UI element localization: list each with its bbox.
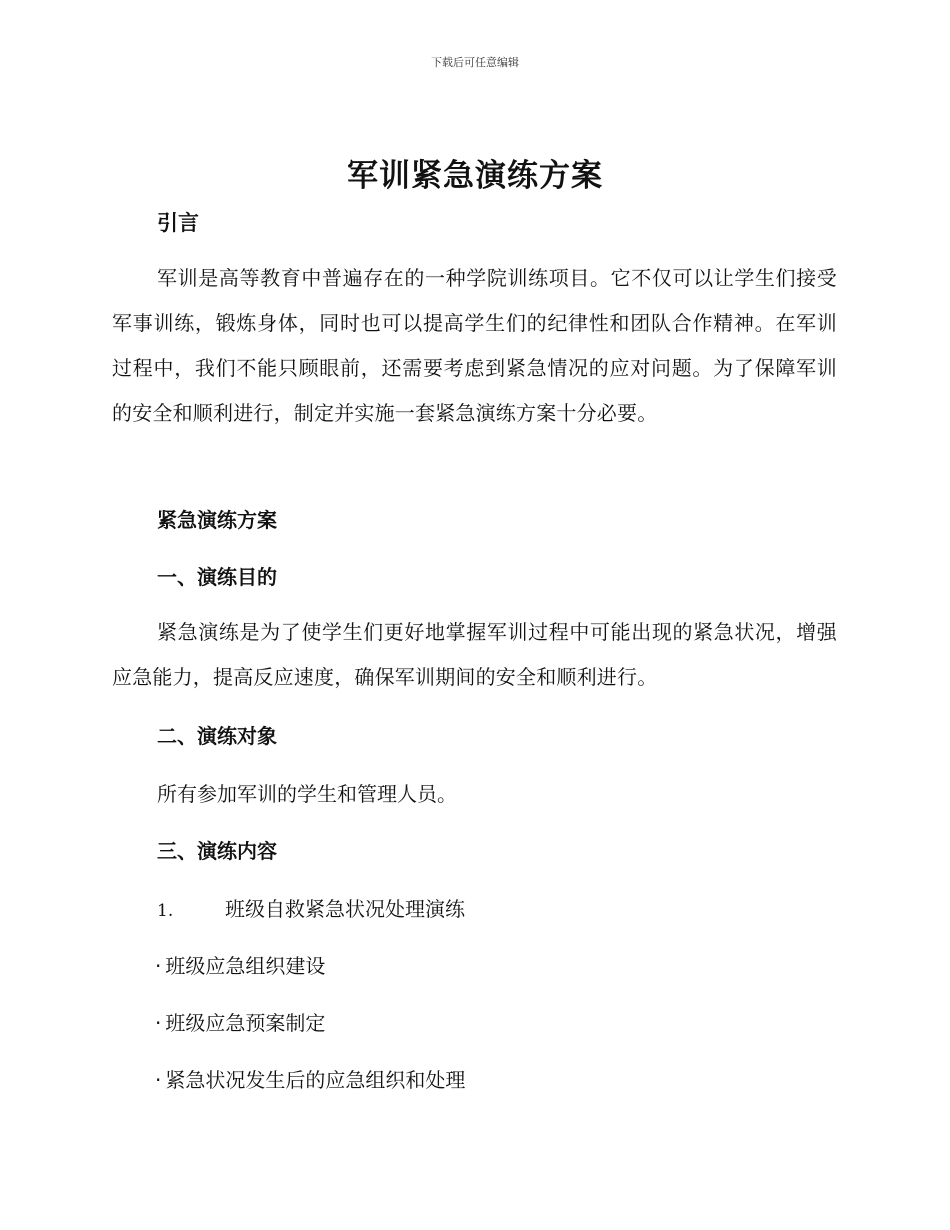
bullet-text: 班级应急预案制定 [165,1011,326,1035]
numbered-item-1 [157,893,465,922]
bullet-marker: · [155,1011,162,1035]
intro-heading: 引言 [157,211,199,235]
section1-heading: 一、演练目的 [157,565,277,589]
bullet-marker: · [155,954,162,978]
bullet-text: 紧急状况发生后的应急组织和处理 [165,1068,466,1092]
bullet-marker: · [155,1068,162,1092]
plan-heading: 紧急演练方案 [157,508,277,532]
item-text: 班级自救紧急状况处理演练 [225,897,465,921]
item-number: 1. [157,901,174,921]
document-title: 军训紧急演练方案 [347,158,603,194]
bullet-item [155,950,325,979]
bullet-item [155,1064,465,1093]
section2-heading: 二、演练对象 [157,724,277,748]
bullet-item [155,1007,325,1036]
intro-paragraph: 军训是高等教育中普遍存在的一种学院训练项目。它不仅可以让学生们接受军事训练，锻炼身体，同时也可以提高学生们的纪律性和团队合作精神。在军训过程中，我们不能只顾眼前，还需要考虑到紧急情况的应对问题。为了保障军训的安全和顺利进行，制定并实施一套紧急演练方案十分必要。 [112,266,837,425]
section3-heading: 三、演练内容 [157,839,277,863]
header-note: 下载后可任意编辑 [431,56,519,69]
bullet-text: 班级应急组织建设 [165,954,326,978]
section1-paragraph: 紧急演练是为了使学生们更好地掌握军训过程中可能出现的紧急状况，增强应急能力，提高反应速度，确保军训期间的安全和顺利进行。 [112,620,837,689]
section2-text: 所有参加军训的学生和管理人员。 [157,782,457,806]
